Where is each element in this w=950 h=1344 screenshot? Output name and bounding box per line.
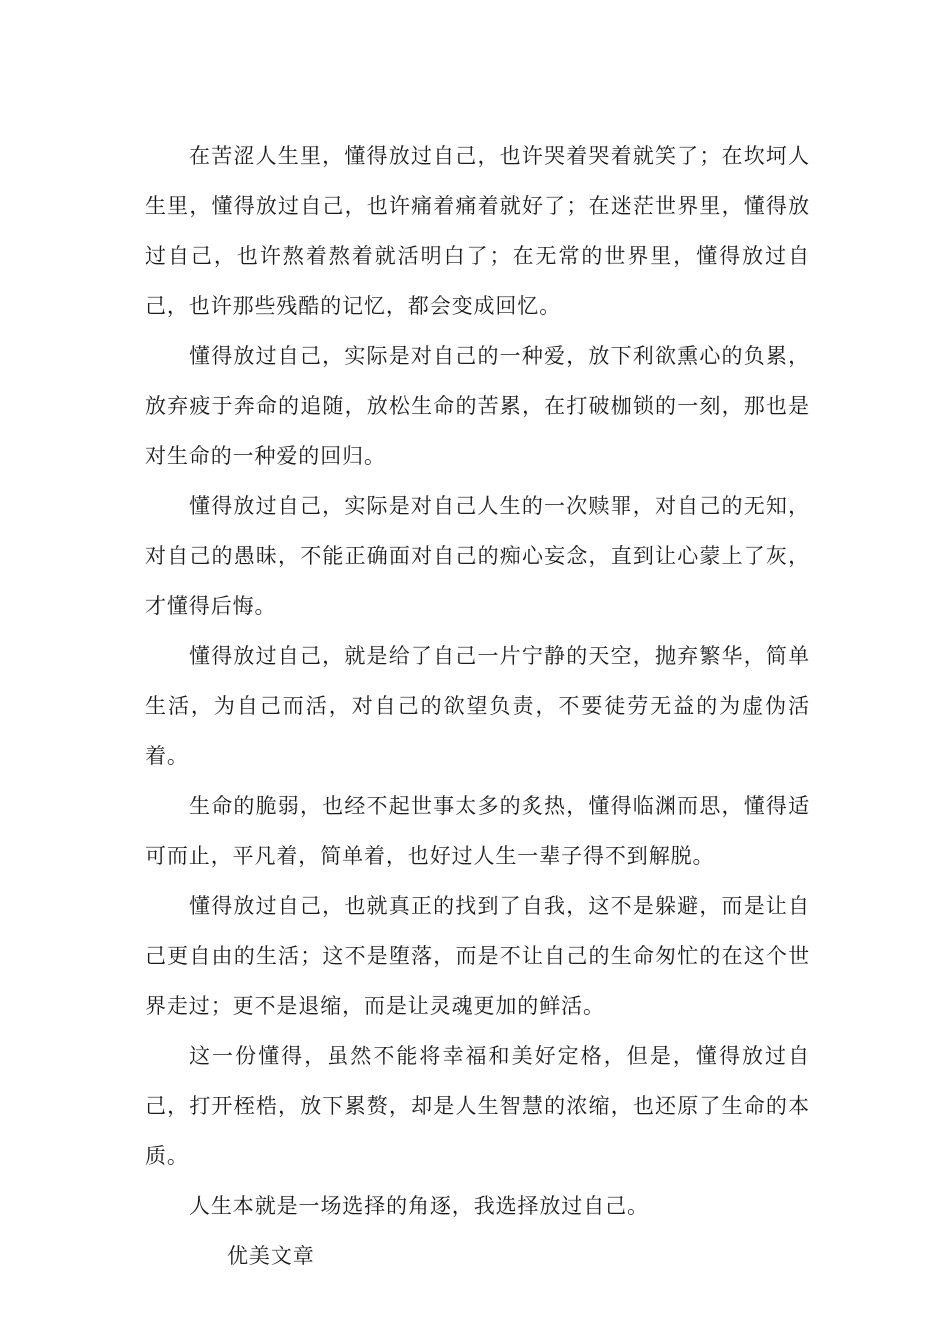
paragraph-6: 懂得放过自己，也就真正的找到了自我，这不是躲避，而是让自己更自由的生活；这不是堕落，而是不让自己的生命匆忙的在这个世界走过；更不是退缩，而是让灵魂更加的鲜活。 — [145, 894, 810, 1018]
paragraph-8-text: 人生本就是一场选择的角逐，我选择放过自己。 — [189, 1194, 649, 1218]
footer-tag: 优美文章 — [227, 1244, 315, 1268]
paragraph-4: 懂得放过自己，就是给了自己一片宁静的天空，抛弃繁华，简单生活，为自己而活，对自己的欲望负责，不要徒劳无益的为虚伪活着。 — [145, 644, 810, 768]
paragraph-1: 在苦涩人生里，懂得放过自己，也许哭着哭着就笑了；在坎坷人生里，懂得放过自己，也许痛着痛着就好了；在迷茫世界里，懂得放过自己，也许熬着熬着就活明白了；在无常的世界里，懂得放过自己，也许那些残酷的记忆，都会变成回忆。 — [145, 144, 810, 318]
paragraph-5: 生命的脆弱，也经不起世事太多的炙热，懂得临渊而思，懂得适可而止，平凡着，简单着，也好过人生一辈子得不到解脱。 — [145, 794, 810, 868]
paragraph-7: 这一份懂得，虽然不能将幸福和美好定格，但是，懂得放过自己，打开桎梏，放下累赘，却是人生智慧的浓缩，也还原了生命的本质。 — [145, 1044, 810, 1168]
paragraph-2: 懂得放过自己，实际是对自己的一种爱，放下利欲熏心的负累，放弃疲于奔命的追随，放松生命的苦累，在打破枷锁的一刻，那也是对生命的一种爱的回归。 — [145, 344, 810, 468]
article-body — [145, 131, 810, 1281]
paragraph-8 — [145, 1181, 810, 1281]
paragraph-3: 懂得放过自己，实际是对自己人生的一次赎罪，对自己的无知，对自己的愚昧，不能正确面对自己的痴心妄念，直到让心蒙上了灰，才懂得后悔。 — [145, 494, 810, 618]
